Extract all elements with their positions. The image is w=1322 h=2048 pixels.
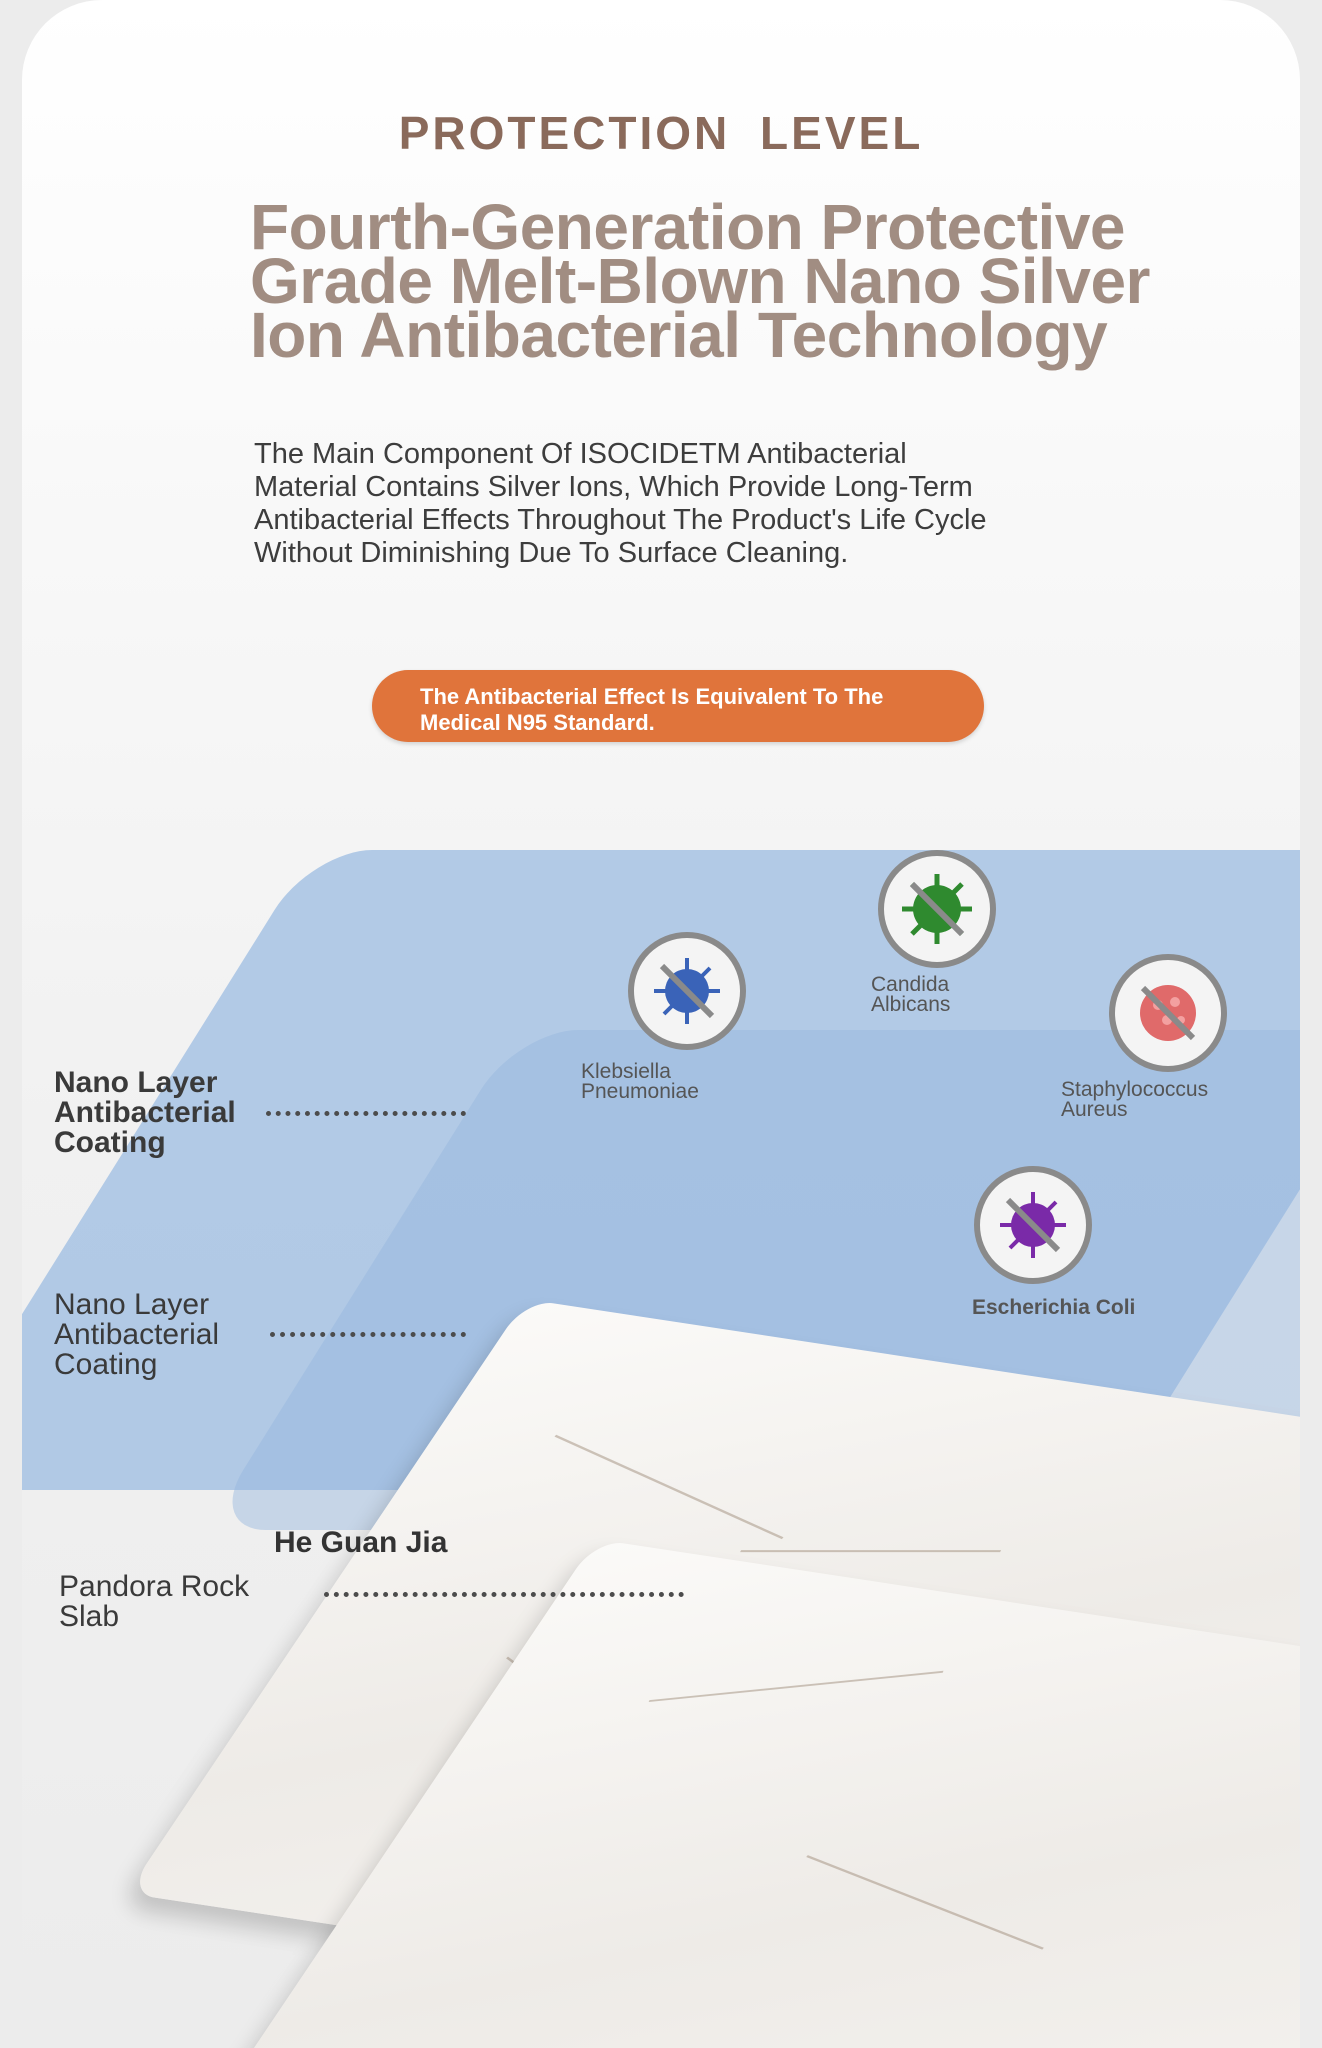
layer-label-coating-top: Nano Layer Antibacterial Coating	[54, 1066, 236, 1159]
content-card	[22, 0, 1300, 2048]
n95-badge-text: The Antibacterial Effect Is Equivalent To The Medical N95 Standard.	[420, 684, 884, 735]
virus-red-icon	[1109, 954, 1227, 1072]
microbe-label-staphylococcus: Staphylococcus Aureus	[1061, 1078, 1209, 1121]
virus-blue-icon	[628, 932, 746, 1050]
virus-green-icon	[878, 850, 996, 968]
brand-name: He Guan Jia	[274, 1526, 448, 1559]
callout-dots-3	[324, 1592, 684, 1597]
virus-purple-icon	[974, 1166, 1092, 1284]
layer-label-rock-slab: Pandora Rock Slab	[59, 1570, 250, 1633]
callout-dots-1	[266, 1111, 466, 1116]
microbe-label-klebsiella: Klebsiella Pneumoniae	[581, 1060, 699, 1103]
eyebrow-title: PROTECTION LEVEL	[398, 107, 924, 159]
callout-dots-2	[270, 1332, 466, 1337]
headline: Fourth-Generation Protective Grade Melt-Blown Nano Silver Ion Antibacterial Technology	[250, 191, 1150, 371]
description: The Main Component Of ISOCIDETM Antibacterial Material Contains Silver Ions, Which Provide Long-Term Antibacterial Effects Throughout The Product's Life Cycle Without Diminishing Due To Surface Cleaning.	[254, 438, 987, 569]
n95-badge	[372, 670, 984, 742]
microbe-label-candida: Candida Albicans	[871, 973, 951, 1016]
layer-label-coating-bottom: Nano Layer Antibacterial Coating	[54, 1288, 220, 1381]
microbe-label-escherichia: Escherichia Coli	[972, 1296, 1136, 1319]
